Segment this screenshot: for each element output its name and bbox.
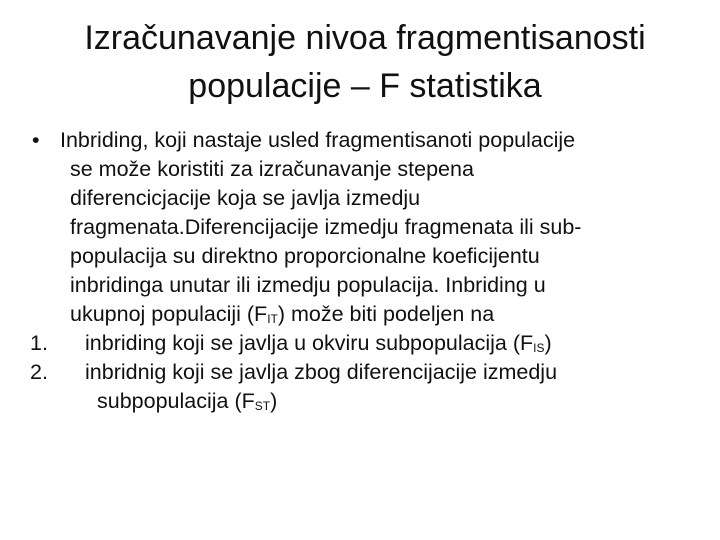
numbered-item-1 <box>30 329 700 358</box>
item-1-tail: ) <box>544 331 552 355</box>
numbered-item-2 <box>30 358 700 416</box>
fst-subscript: ST <box>254 399 271 413</box>
bullet-line-3: diferencicjacije koja se javlja izmedju <box>70 186 421 210</box>
title-line-2: populacije – F statistika <box>188 67 542 105</box>
item-2-line-2 <box>85 387 700 416</box>
bullet-line-7-tail: ) može biti podeljen na <box>277 302 495 326</box>
slide-body <box>30 126 700 416</box>
bullet-line-5: populacija su direktno proporcionalne koeficijentu <box>70 244 540 268</box>
bullet-line-2: se može koristiti za izračunavanje stepena <box>70 157 474 181</box>
item-2-tail: ) <box>270 389 278 413</box>
item-1-line <box>85 329 700 358</box>
item-2-text: subpopulacija (F <box>97 389 255 413</box>
bullet-line-7 <box>70 300 700 329</box>
fit-subscript: IT <box>267 312 278 326</box>
item-1-number: 1. <box>30 331 48 355</box>
fis-subscript: IS <box>533 341 545 355</box>
bullet-marker: • <box>32 128 40 152</box>
item-1-text: inbriding koji se javlja u okviru subpopulacija (F <box>85 331 534 355</box>
item-2-line-1: inbridnig koji se javlja zbog diferencijacije izmedju <box>85 360 558 384</box>
slide-title <box>40 14 690 110</box>
bullet-line-4: fragmenata.Diferencijacije izmedju fragmenata ili sub- <box>70 215 582 239</box>
title-line-1: Izračunavanje nivoa fragmentisanosti <box>84 19 646 57</box>
bullet-line-6: inbridinga unutar ili izmedju populacija. Inbriding u <box>70 273 546 297</box>
bullet-paragraph <box>30 126 700 329</box>
bullet-line-1: Inbriding, koji nastaje usled fragmentisanoti populacije <box>60 128 576 152</box>
item-2-number: 2. <box>30 360 48 384</box>
bullet-line-7-text: ukupnoj populaciji (F <box>70 302 268 326</box>
